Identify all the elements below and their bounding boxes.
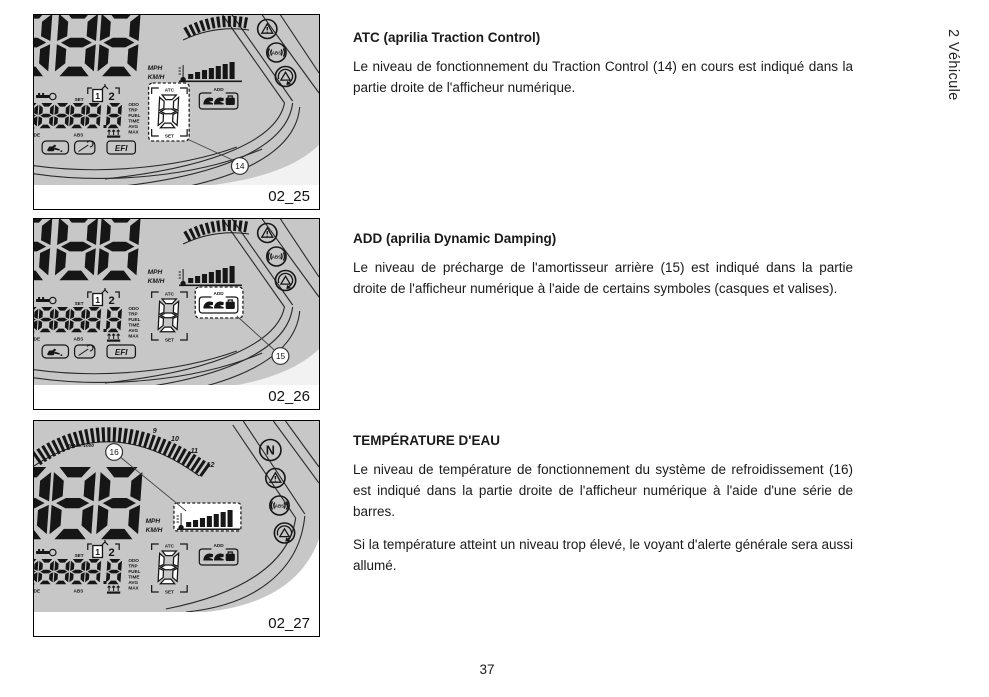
section-atc: [353, 30, 853, 110]
section-paragraph: Si la température atteint un niveau trop élevé, le voyant d'alerte générale sera aussi allumé.: [353, 537, 853, 573]
svg-text:15: 15: [275, 352, 286, 361]
figure-label: 02_27: [34, 612, 319, 636]
callout-16: [106, 444, 123, 461]
section-paragraph: Le niveau de fonctionnement du Traction Control (14) en cours est indiqué dans la partie droite de l'afficheur numérique.: [353, 59, 853, 95]
figure-atc: [33, 14, 320, 210]
page-number: 37: [479, 662, 495, 677]
svg-text:16: 16: [109, 448, 119, 457]
section-temperature: [353, 433, 853, 588]
section-heading: ADD (aprilia Dynamic Damping): [353, 231, 557, 246]
section-add: [353, 231, 853, 311]
cluster-image-add: [34, 219, 319, 385]
section-heading: TEMPÉRATURE D'EAU: [353, 433, 500, 448]
cluster-image-temp: [34, 421, 319, 612]
svg-text:14: 14: [235, 162, 245, 171]
section-paragraph: Le niveau de température de fonctionnement du système de refroidissement (16) est indiqué dans la partie droite de l'afficheur numérique à l'aide d'une série de barres.: [353, 462, 853, 519]
figure-add: [33, 218, 320, 410]
section-paragraph: Le niveau de précharge de l'amortisseur arrière (15) est indiqué dans la partie droite de l'afficheur numérique à l'aide de certains symboles (casques et valises).: [353, 260, 853, 296]
cluster-image-atc: [34, 15, 319, 185]
chapter-sidebar-label: 2 Véhicule: [945, 29, 961, 101]
section-heading: ATC (aprilia Traction Control): [353, 30, 541, 45]
figure-temperature: [33, 420, 320, 637]
figure-label: 02_25: [34, 185, 319, 209]
callout-14: [231, 158, 248, 175]
figure-label: 02_26: [34, 385, 319, 409]
callout-15: [272, 348, 289, 365]
